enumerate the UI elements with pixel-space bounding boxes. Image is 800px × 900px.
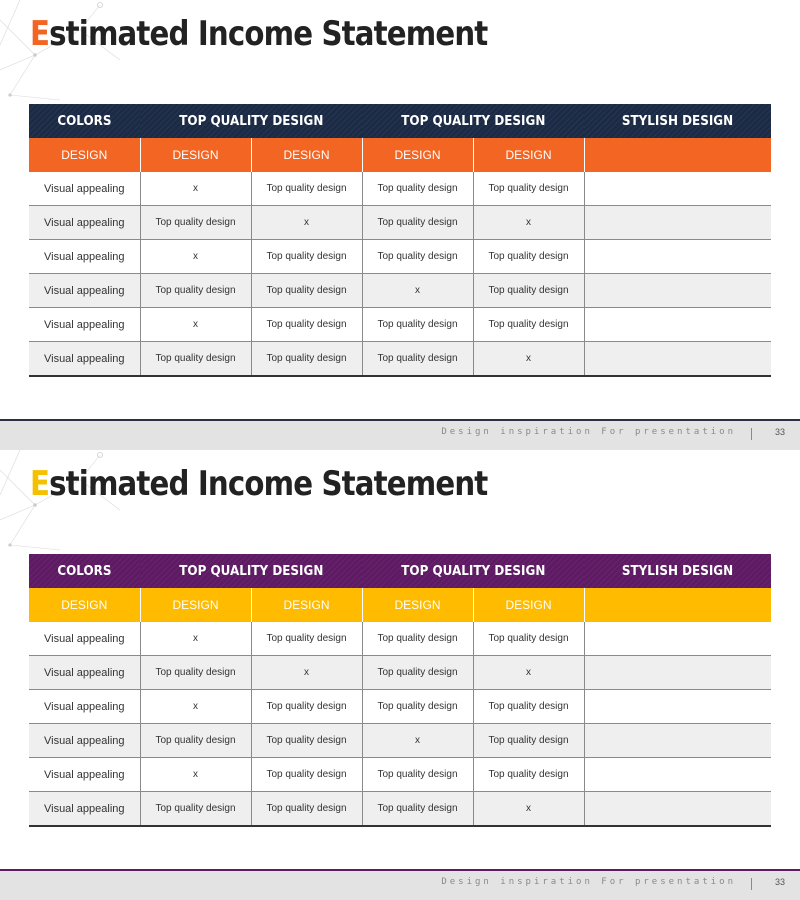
row-label: Visual appealing	[29, 172, 140, 206]
table-cell: Top quality design	[362, 240, 473, 274]
table-cell: x	[140, 622, 251, 656]
table-cell: x	[140, 308, 251, 342]
table-row	[29, 690, 771, 724]
table-cell	[584, 724, 771, 758]
header-cell: COLORS	[29, 104, 140, 138]
subheader-cell: DESIGN	[362, 588, 473, 622]
table-cell: Top quality design	[251, 690, 362, 724]
table-cell: x	[140, 758, 251, 792]
table-cell: Top quality design	[140, 206, 251, 240]
subheader-cell: DESIGN	[362, 138, 473, 172]
table-cell: Top quality design	[251, 758, 362, 792]
row-label: Visual appealing	[29, 240, 140, 274]
table-cell	[584, 308, 771, 342]
page-number: 33	[774, 877, 785, 887]
footer-separator	[751, 428, 752, 440]
subheader-row	[29, 138, 771, 172]
table-cell: Top quality design	[251, 792, 362, 827]
header-cell: TOP QUALITY DESIGN	[362, 554, 584, 588]
table-cell: Top quality design	[140, 724, 251, 758]
table-cell: Top quality design	[251, 622, 362, 656]
table-cell: Top quality design	[473, 622, 584, 656]
table-row	[29, 308, 771, 342]
table-cell: x	[140, 240, 251, 274]
table-cell: x	[251, 206, 362, 240]
table-cell: x	[362, 724, 473, 758]
table-cell	[584, 622, 771, 656]
title-first-letter: E	[30, 14, 50, 54]
table-row	[29, 656, 771, 690]
subheader-cell: DESIGN	[140, 138, 251, 172]
title-text: stimated Income Statement	[49, 14, 488, 54]
title-text: stimated Income Statement	[49, 464, 488, 504]
row-label: Visual appealing	[29, 758, 140, 792]
table-cell	[584, 274, 771, 308]
page-number: 33	[774, 427, 785, 437]
table-cell: Top quality design	[362, 622, 473, 656]
footer-tagline: Design inspiration For presentation	[441, 877, 736, 887]
subheader-cell: DESIGN	[251, 588, 362, 622]
table-cell	[584, 342, 771, 377]
table-cell: Top quality design	[362, 792, 473, 827]
table-cell: x	[473, 342, 584, 377]
slide-title	[30, 14, 487, 54]
subheader-cell: DESIGN	[473, 138, 584, 172]
table-cell: Top quality design	[251, 240, 362, 274]
slide	[0, 450, 800, 900]
table-cell: Top quality design	[473, 172, 584, 206]
table-cell: Top quality design	[251, 274, 362, 308]
subheader-cell	[584, 588, 771, 622]
table-row	[29, 724, 771, 758]
income-table	[29, 554, 771, 827]
table-cell: Top quality design	[140, 792, 251, 827]
table-cell: Top quality design	[473, 240, 584, 274]
table-cell: Top quality design	[362, 172, 473, 206]
row-label: Visual appealing	[29, 724, 140, 758]
row-label: Visual appealing	[29, 274, 140, 308]
table-row	[29, 274, 771, 308]
table-cell: x	[473, 792, 584, 827]
table-cell: Top quality design	[362, 342, 473, 377]
table-cell	[584, 758, 771, 792]
table-cell: Top quality design	[251, 342, 362, 377]
table-cell: Top quality design	[362, 758, 473, 792]
slide-footer	[0, 869, 800, 900]
header-cell: STYLISH DESIGN	[584, 554, 771, 588]
header-cell: TOP QUALITY DESIGN	[140, 554, 362, 588]
table-row	[29, 206, 771, 240]
row-label: Visual appealing	[29, 622, 140, 656]
row-label: Visual appealing	[29, 792, 140, 827]
table-cell: Top quality design	[473, 758, 584, 792]
header-cell: TOP QUALITY DESIGN	[140, 104, 362, 138]
table-cell: x	[140, 690, 251, 724]
title-first-letter: E	[30, 464, 50, 504]
table-cell	[584, 792, 771, 827]
table-cell	[584, 172, 771, 206]
table-cell	[584, 656, 771, 690]
row-label: Visual appealing	[29, 206, 140, 240]
table-cell: x	[140, 172, 251, 206]
table-cell: x	[473, 656, 584, 690]
table-cell: Top quality design	[140, 342, 251, 377]
income-table	[29, 104, 771, 377]
table-cell: Top quality design	[251, 172, 362, 206]
table-cell: x	[251, 656, 362, 690]
table-cell: x	[362, 274, 473, 308]
table-cell	[584, 690, 771, 724]
table-row	[29, 172, 771, 206]
header-cell: TOP QUALITY DESIGN	[362, 104, 584, 138]
table-cell: Top quality design	[362, 690, 473, 724]
table-cell: x	[473, 206, 584, 240]
row-label: Visual appealing	[29, 308, 140, 342]
subheader-row	[29, 588, 771, 622]
table-cell: Top quality design	[362, 308, 473, 342]
table-cell: Top quality design	[473, 690, 584, 724]
table-cell: Top quality design	[140, 656, 251, 690]
table-cell: Top quality design	[251, 308, 362, 342]
row-label: Visual appealing	[29, 342, 140, 377]
header-row	[29, 554, 771, 588]
footer-tagline: Design inspiration For presentation	[441, 427, 736, 437]
subheader-cell: DESIGN	[251, 138, 362, 172]
table-row	[29, 342, 771, 377]
subheader-cell	[584, 138, 771, 172]
table-cell	[584, 240, 771, 274]
subheader-cell: DESIGN	[473, 588, 584, 622]
table-cell: Top quality design	[140, 274, 251, 308]
table-cell: Top quality design	[473, 308, 584, 342]
table-cell: Top quality design	[473, 274, 584, 308]
header-cell: COLORS	[29, 554, 140, 588]
header-cell: STYLISH DESIGN	[584, 104, 771, 138]
table-row	[29, 240, 771, 274]
table-cell: Top quality design	[473, 724, 584, 758]
table-row	[29, 622, 771, 656]
row-label: Visual appealing	[29, 656, 140, 690]
table-row	[29, 792, 771, 827]
table-cell	[584, 206, 771, 240]
table-cell: Top quality design	[362, 206, 473, 240]
row-label: Visual appealing	[29, 690, 140, 724]
subheader-cell: DESIGN	[29, 588, 140, 622]
slide-footer	[0, 419, 800, 450]
subheader-cell: DESIGN	[140, 588, 251, 622]
table-row	[29, 758, 771, 792]
slide-title	[30, 464, 487, 504]
table-cell: Top quality design	[362, 656, 473, 690]
subheader-cell: DESIGN	[29, 138, 140, 172]
table-cell: Top quality design	[251, 724, 362, 758]
header-row	[29, 104, 771, 138]
footer-separator	[751, 878, 752, 890]
